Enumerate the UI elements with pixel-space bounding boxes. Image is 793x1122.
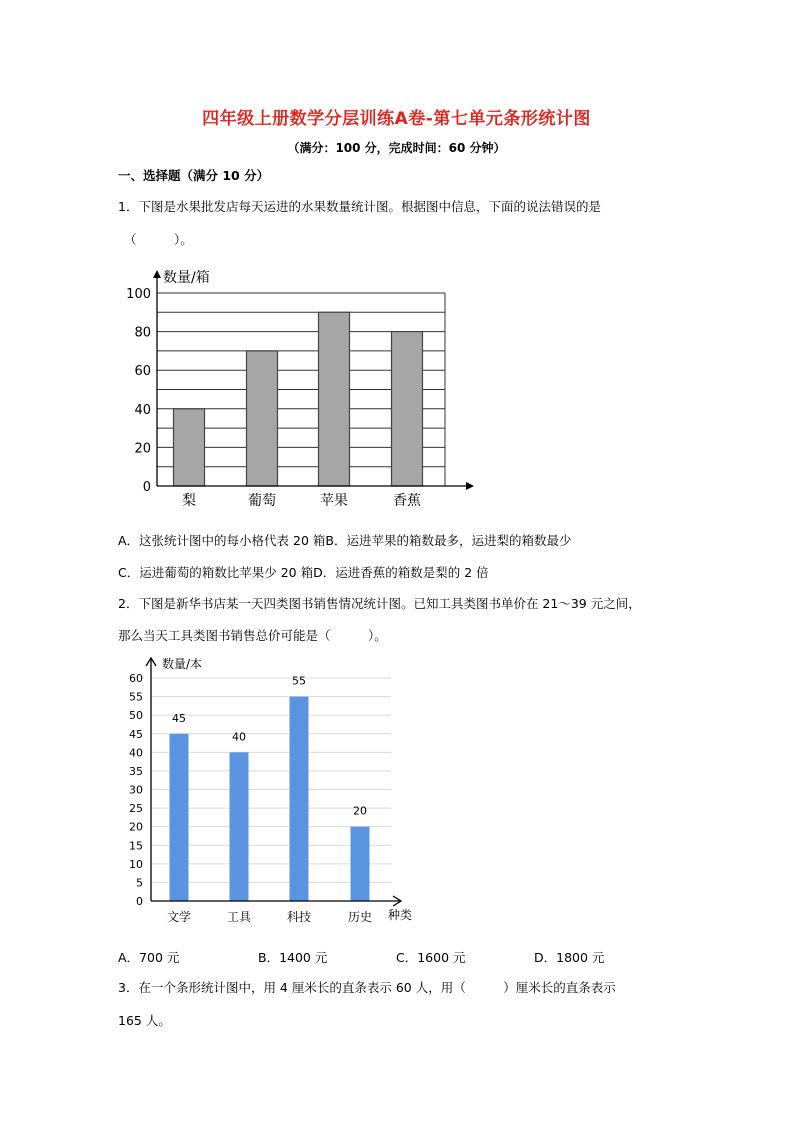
svg-text:5: 5 — [136, 876, 143, 890]
q2-option-c[interactable]: C．1600 元 — [396, 950, 466, 965]
document-subtitle: （满分：100 分，完成时间：60 分钟） — [287, 141, 506, 155]
svg-text:40: 40 — [129, 746, 143, 760]
svg-text:45: 45 — [129, 727, 143, 741]
svg-text:梨: 梨 — [182, 493, 196, 509]
section-heading: 一、选择题（满分 10 分） — [118, 168, 270, 183]
svg-text:40: 40 — [134, 402, 151, 418]
book-sales-bar-chart — [120, 650, 430, 930]
svg-text:20: 20 — [129, 820, 143, 834]
question-1-options-ab — [118, 531, 571, 549]
svg-text:80: 80 — [134, 325, 151, 341]
question-3-text-cont: 165 人。 — [118, 1013, 171, 1028]
svg-text:30: 30 — [129, 783, 143, 797]
option-d[interactable]: D．运进香蕉的箱数是梨的 2 倍 — [313, 565, 489, 580]
q2-option-d[interactable]: D．1800 元 — [534, 950, 605, 965]
svg-text:45: 45 — [172, 711, 186, 725]
svg-text:数量/箱: 数量/箱 — [163, 270, 210, 286]
svg-text:0: 0 — [136, 895, 143, 908]
svg-text:历史: 历史 — [347, 910, 373, 924]
question-1-text: 1．下图是水果批发店每天运进的水果数量统计图。根据图中信息，下面的说法错误的是 — [118, 199, 601, 214]
q2-option-b[interactable]: B．1400 元 — [258, 950, 328, 965]
document-title: 四年级上册数学分层训练A卷-第七单元条形统计图 — [202, 109, 591, 129]
svg-text:工具: 工具 — [226, 910, 252, 924]
question-3-text: 3．在一个条形统计图中，用 4 厘米长的直条表示 60 人，用（ ）厘米长的直条表示 — [118, 980, 616, 995]
svg-text:香蕉: 香蕉 — [393, 493, 421, 509]
svg-text:葡萄: 葡萄 — [248, 493, 276, 509]
svg-text:数量/本: 数量/本 — [162, 657, 203, 671]
svg-text:60: 60 — [134, 364, 151, 380]
svg-text:40: 40 — [232, 730, 246, 744]
svg-text:科技: 科技 — [286, 910, 312, 924]
question-2-text-cont: 那么当天工具类图书销售总价可能是（ ）。 — [118, 628, 387, 643]
svg-text:10: 10 — [129, 857, 143, 871]
svg-text:55: 55 — [129, 690, 143, 704]
svg-text:20: 20 — [134, 441, 151, 457]
question-1-blank: （ ）。 — [124, 232, 193, 247]
svg-text:苹果: 苹果 — [320, 493, 348, 509]
svg-text:100: 100 — [126, 287, 151, 302]
svg-text:20: 20 — [353, 804, 367, 818]
chart1-bars — [174, 312, 423, 486]
svg-text:55: 55 — [292, 674, 306, 688]
option-b[interactable]: B．运进苹果的箱数最多，运进梨的箱数最少 — [325, 533, 572, 548]
svg-text:35: 35 — [129, 764, 143, 778]
question-2-text: 2．下图是新华书店某一天四类图书销售情况统计图。已知工具类图书单价在 21～39 元之间， — [118, 596, 641, 611]
option-a[interactable]: A．这张统计图中的每小格代表 20 箱 — [118, 533, 326, 548]
question-1-options-cd — [118, 563, 489, 581]
q2-option-a[interactable]: A．700 元 — [118, 950, 180, 965]
option-c[interactable]: C．运进葡萄的箱数比苹果少 20 箱 — [118, 565, 314, 580]
chart2-bars — [170, 697, 370, 901]
fruit-bar-chart — [120, 262, 480, 512]
svg-text:15: 15 — [129, 839, 143, 853]
svg-text:25: 25 — [129, 802, 143, 816]
svg-text:文学: 文学 — [166, 910, 192, 924]
svg-text:60: 60 — [129, 672, 143, 685]
svg-text:0: 0 — [142, 480, 151, 495]
svg-text:50: 50 — [129, 709, 143, 723]
svg-text:种类: 种类 — [388, 908, 413, 922]
